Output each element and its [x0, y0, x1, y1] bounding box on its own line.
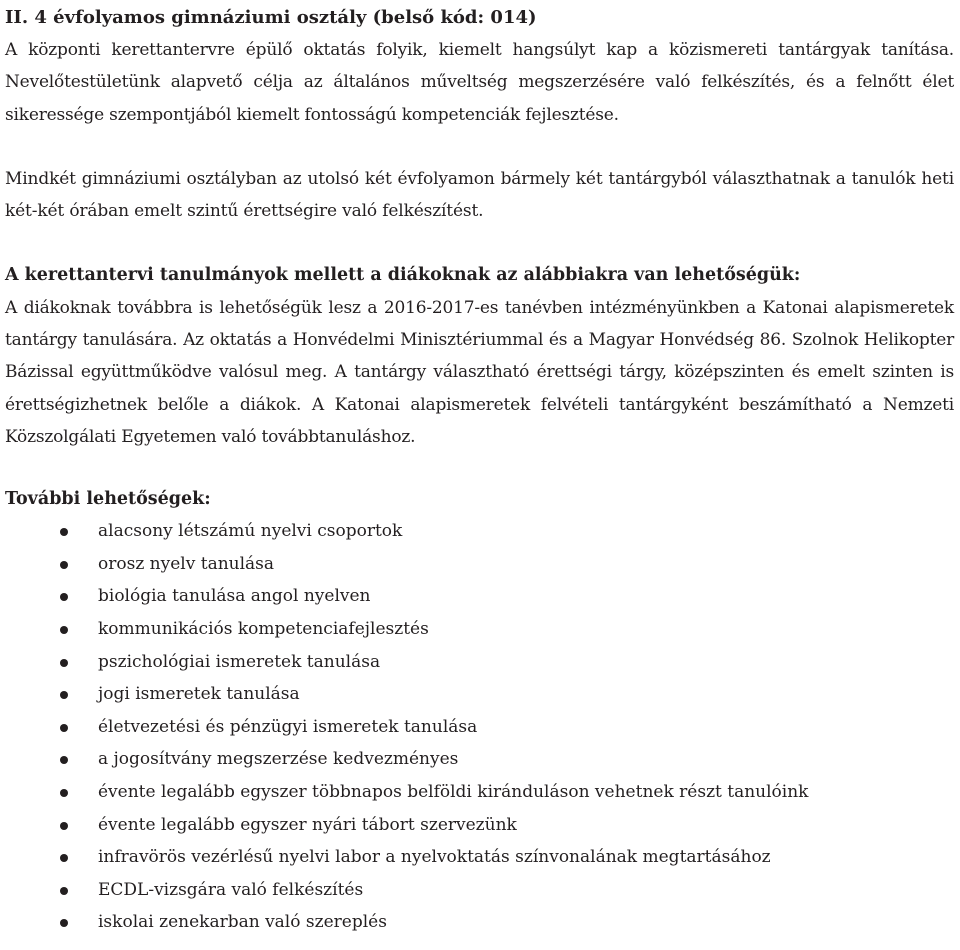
list-item: ECDL-vizsgára való felkészítés [5, 874, 954, 907]
list-item: alacsony létszámú nyelvi csoportok [5, 515, 954, 548]
bullet-icon [60, 756, 68, 764]
bullet-icon [60, 724, 68, 732]
bullet-icon [60, 659, 68, 667]
list-item: életvezetési és pénzügyi ismeretek tanulása [5, 711, 954, 744]
curriculum-paragraph: A diákoknak továbbra is lehetőségük lesz a 2016-2017-es tanévben intézményünkben a Katonai alapismeretek tantárgy tanulására. Az oktatás a Honvédelmi Minisztériummal és a Magyar Honvédség 86. Szolnok Helikopter Bázissal együttműködve valósul meg. A tantárgy választható érettségi tárgy, középszinten és emelt szinten is érettségizhetnek belőle a diákok. A Katonai alapismeretek felvételi tantárgyként beszámítható a Nemzeti Közszolgálati Egyetemen való továbbtanuláshoz. [5, 297, 954, 447]
bullet-icon [60, 561, 68, 569]
bullet-icon [60, 528, 68, 536]
bullet-icon [60, 593, 68, 601]
bullet-icon [60, 887, 68, 895]
list-item: orosz nyelv tanulása [5, 548, 954, 581]
elective-paragraph: Mindkét gimnáziumi osztályban az utolsó két évfolyamon bármely két tantárgyból választhatnak a tanulók heti két-két órában emelt szintű érettségire való felkészítést. [5, 168, 954, 222]
section-title: II. 4 évfolyamos gimnáziumi osztály (belső kód: 014) [5, 7, 537, 28]
bullet-icon [60, 789, 68, 797]
list-item: iskolai zenekarban való szereplés [5, 906, 954, 939]
list-item: évente legalább egyszer nyári tábort szervezünk [5, 809, 954, 842]
intro-paragraph: A központi kerettantervre épülő oktatás folyik, kiemelt hangsúlyt kap a közismereti tantárgyak tanítása. Nevelőtestületünk alapvető célja az általános műveltség megszerzésére való felkészítés, és a felnőtt élet sikeressége szempontjából kiemelt fontosságú kompetenciák fejlesztése. [5, 40, 954, 125]
bullet-icon [60, 854, 68, 862]
bullet-icon [60, 691, 68, 699]
list-item: pszichológiai ismeretek tanulása [5, 646, 954, 679]
curriculum-heading: A kerettantervi tanulmányok mellett a diákoknak az alábbiakra van lehetőségük: [5, 265, 801, 286]
more-options-list [5, 515, 954, 939]
list-item: jogi ismeretek tanulása [5, 678, 954, 711]
bullet-icon [60, 822, 68, 830]
list-item: biológia tanulása angol nyelven [5, 580, 954, 613]
list-item: kommunikációs kompetenciafejlesztés [5, 613, 954, 646]
bullet-icon [60, 626, 68, 634]
list-item: évente legalább egyszer többnapos belföldi kiránduláson vehetnek részt tanulóink [5, 776, 954, 809]
bullet-icon [60, 919, 68, 927]
list-item: a jogosítvány megszerzése kedvezményes [5, 743, 954, 776]
list-item: infravörös vezérlésű nyelvi labor a nyelvoktatás színvonalának megtartásához [5, 841, 954, 874]
more-options-heading: További lehetőségek: [5, 489, 211, 510]
